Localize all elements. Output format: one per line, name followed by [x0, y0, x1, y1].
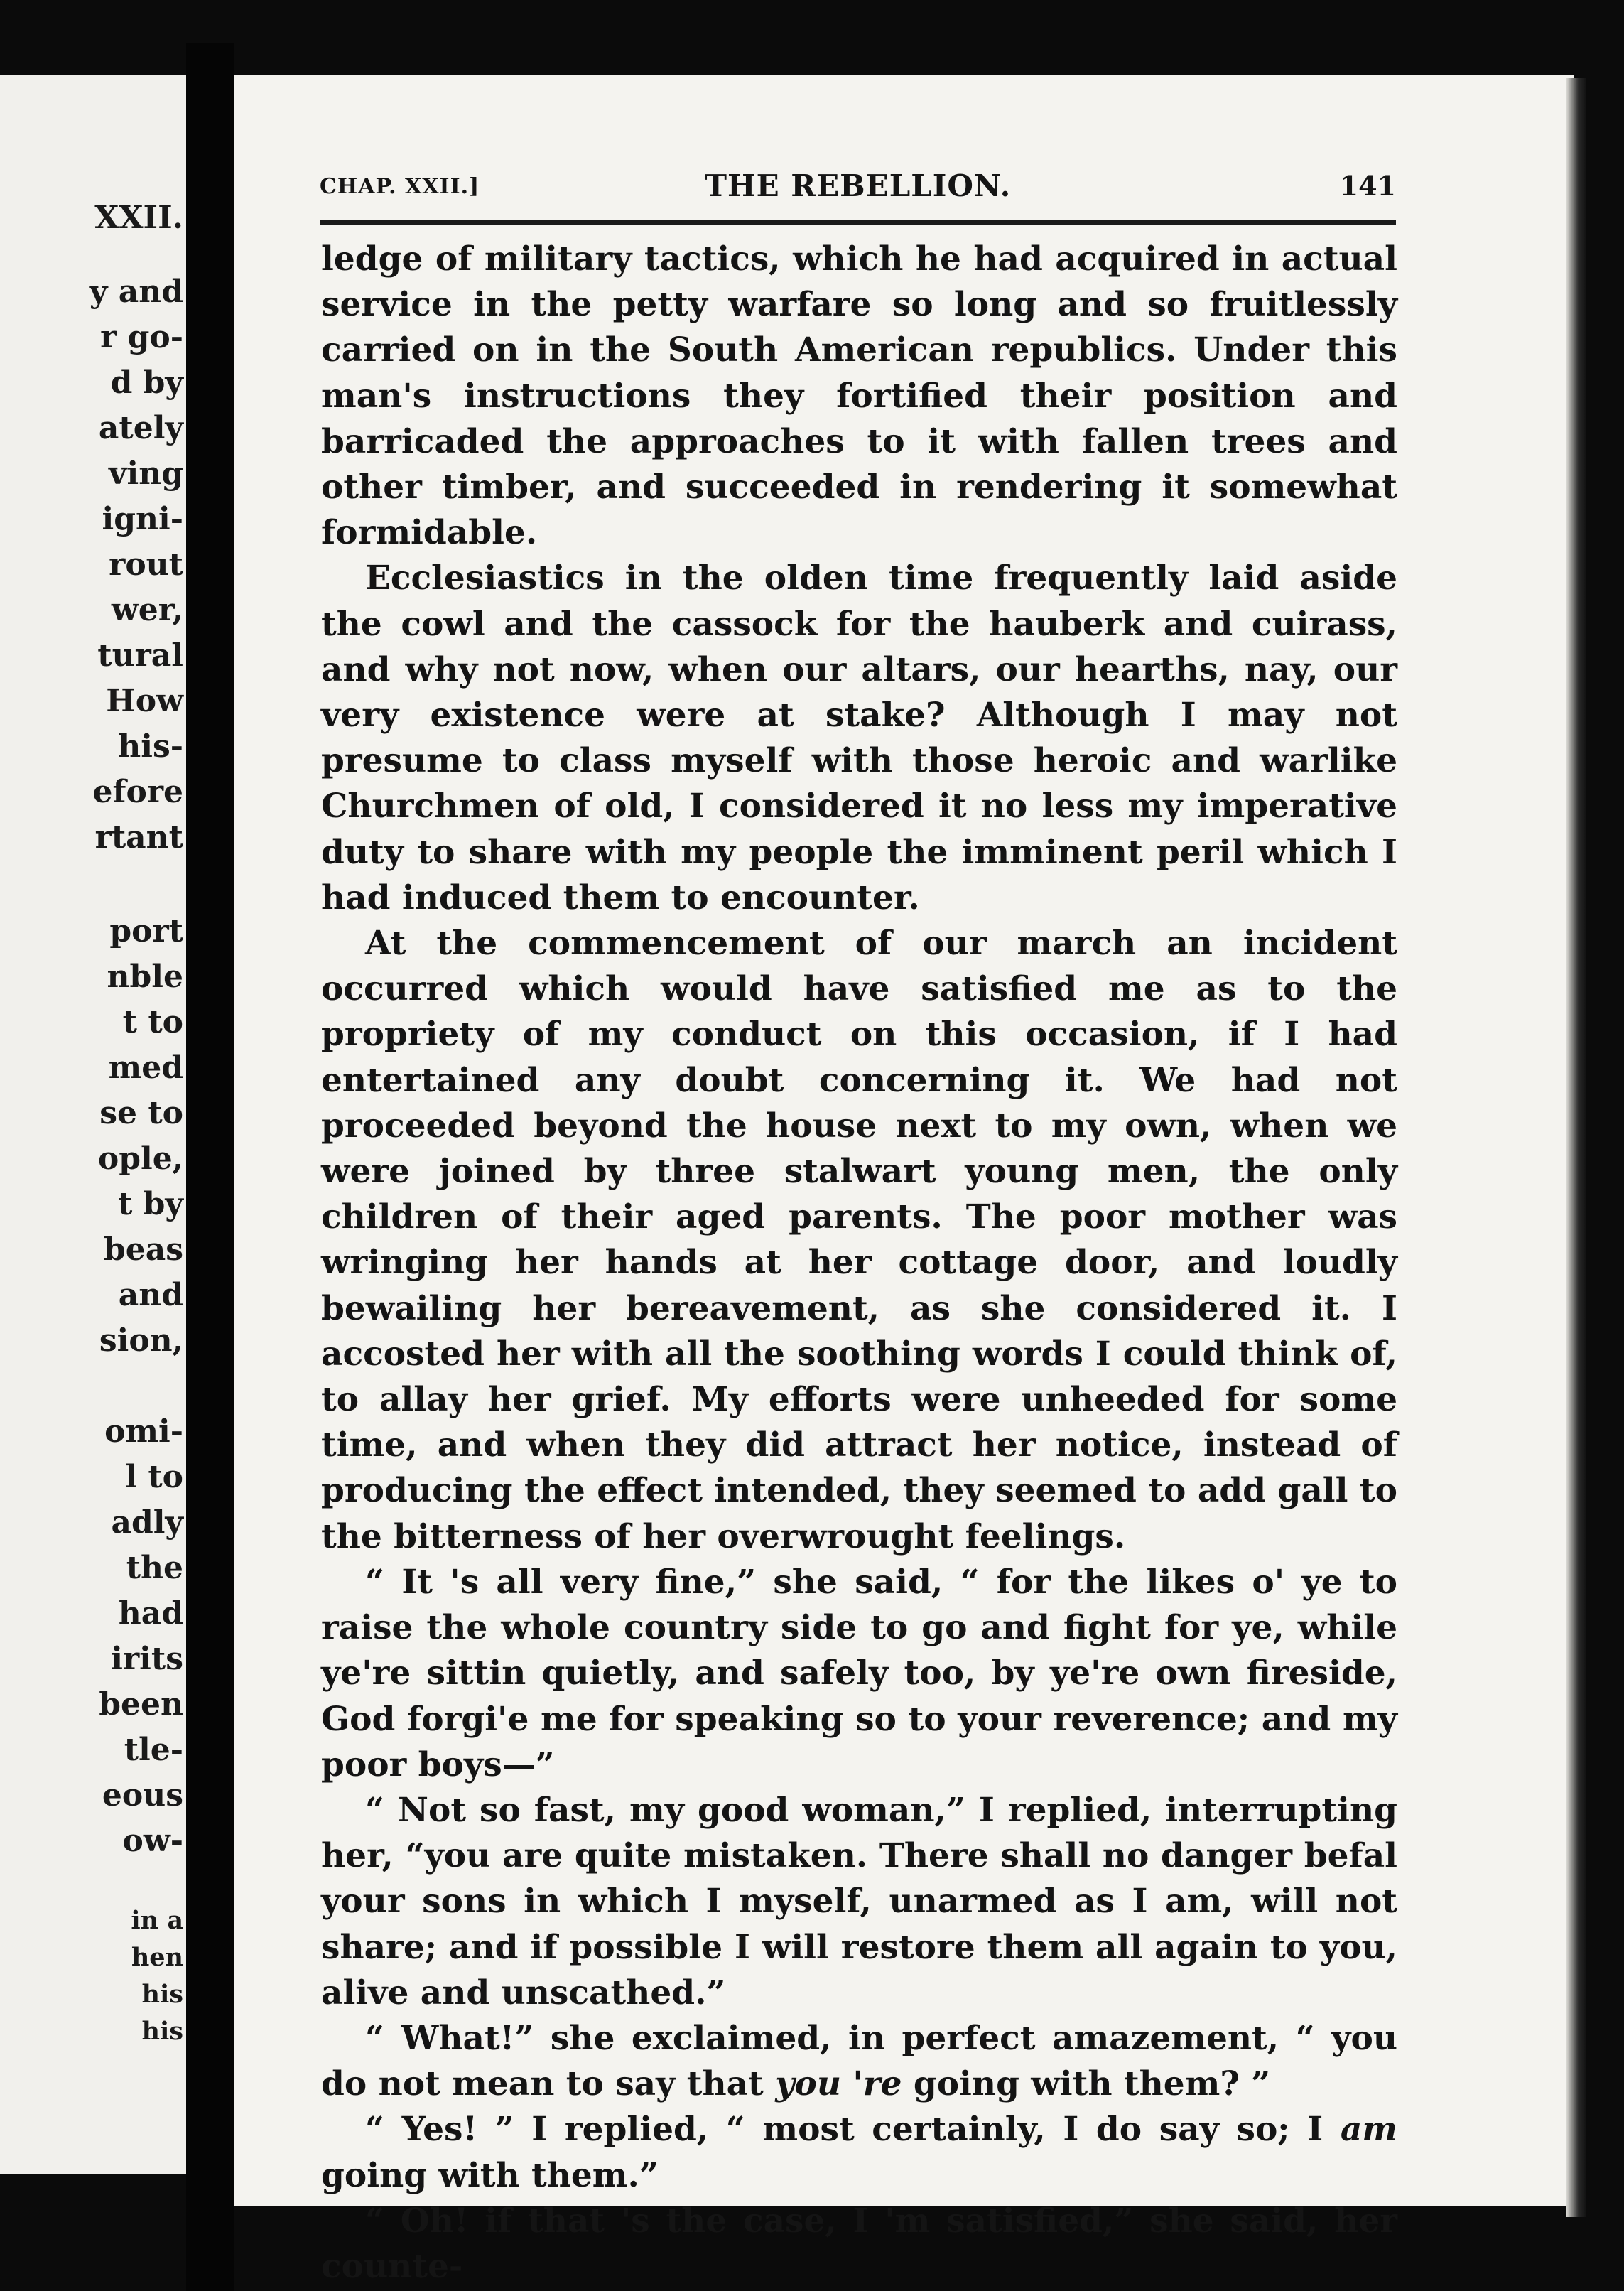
paragraph	[321, 2016, 1397, 2107]
paragraph: At the commencement of our march an incident occurred which would have satisfied me as to the propriety of my conduct on this occasion, if I had entertained any doubt concerning it. We had not proceeded beyond the house next to my own, when we were joined by three stalwart young men, the only children of their aged parents. The poor mother was wringing her hands at her cottage door, and loudly bewailing her bereavement, as she considered it. I accosted her with all the soothing words I could think of, to allay her grief. My efforts were unheeded for some time, and when they did attract her notice, instead of producing the effect intended, they seemed to add gall to the bitterness of her overwrought feelings.	[321, 924, 1397, 1556]
paragraph: “ Not so fast, my good woman,” I replied, interrupting her, “you are quite mistaken. There shall no danger befal your sons in which I myself, unarmed as I am, will not share; and if possible I will restore them all again to you, alive and unscathed.”	[321, 1790, 1397, 2012]
left-page-fragment: y and	[89, 274, 183, 310]
left-page-fragment: the	[126, 1550, 183, 1586]
text-run: “ Yes! ” I replied, “ most certainly, I do say so; I	[365, 2110, 1341, 2150]
left-page-fragment: ately	[98, 410, 183, 446]
body-text	[321, 237, 1397, 2290]
left-page-fragment: eous	[102, 1777, 183, 1813]
left-page-fragment: ving	[108, 455, 183, 492]
left-page-fragment: sion,	[99, 1322, 183, 1359]
left-page-fragment: irits	[111, 1641, 183, 1677]
emphasis: you 're	[775, 2064, 902, 2104]
left-page-fragment: rout	[109, 546, 183, 583]
left-page-fragment: had	[118, 1595, 183, 1632]
text-run: going with them? ”	[902, 2064, 1271, 2104]
left-page-fragment: wer,	[111, 592, 183, 628]
chapter-label: CHAP. XXII.]	[320, 174, 480, 199]
left-page-fragment: his	[141, 1980, 183, 2009]
left-page-fragment: hen	[131, 1943, 183, 1972]
text-run: going with them.”	[321, 2155, 659, 2195]
left-page-fragment: igni-	[102, 501, 183, 537]
left-page-fragment: l to	[125, 1459, 183, 1495]
left-page-fragment: beas	[103, 1231, 183, 1268]
left-page-fragment: ople,	[97, 1141, 183, 1177]
left-page-fragment: t to	[122, 1004, 183, 1040]
page-edge	[1566, 78, 1586, 2217]
left-page-fragment: omi-	[104, 1413, 183, 1450]
left-page	[0, 75, 186, 2174]
paragraph: “ Oh! if that 's the case, I 'm satisfied,” she said, her counte-	[321, 2201, 1397, 2286]
left-page-fragment: nble	[107, 959, 183, 995]
left-page-fragment: XXII.	[94, 200, 183, 236]
left-page-fragment: d by	[110, 365, 183, 401]
page-title: THE REBELLION.	[704, 168, 1012, 203]
book-gutter	[186, 43, 234, 2291]
left-page-fragment: been	[99, 1686, 183, 1723]
right-page	[234, 75, 1574, 2286]
left-page-fragment: med	[108, 1050, 183, 1086]
left-page-fragment: How	[106, 683, 183, 719]
left-page-fragment: t by	[118, 1186, 183, 1222]
left-page-fragment: his-	[118, 728, 183, 765]
left-page-fragment: adly	[111, 1504, 183, 1541]
paragraph: “ It 's all very fine,” she said, “ for the likes o' ye to raise the whole country side to go and fight for ye, while ye're sittin quietly, and safely too, by ye're own fireside, God forgi'e me for speaking so to your reverence; and my poor boys—”	[321, 1562, 1397, 1784]
paragraph: Ecclesiastics in the olden time frequently laid aside the cowl and the cassock for the hauberk and cuirass, and why not now, when our altars, our hearths, nay, our very existence were at stake? Although I may not presume to class myself with those heroic and warlike Churchmen of old, I considered it no less my imperative duty to share with my people the imminent peril which I had induced them to encounter.	[321, 559, 1397, 917]
paragraph	[321, 2107, 1397, 2198]
left-page-fragment: tle-	[124, 1732, 183, 1768]
page-number: 141	[1339, 170, 1396, 202]
left-page-fragment: his	[141, 2017, 183, 2046]
left-page-fragment: in a	[131, 1906, 183, 1935]
left-page-fragment: port	[109, 913, 183, 949]
running-header	[320, 168, 1396, 211]
paragraph: ledge of military tactics, which he had acquired in actual service in the petty warfare so long and so fruitlessly carried on in the South American republics. Under this man's instructions they fortified their position and barricaded the approaches to it with fallen trees and other timber, and succeeded in rendering it somewhat formidable.	[321, 239, 1397, 553]
emphasis: am	[1340, 2110, 1397, 2150]
left-page-fragment: rtant	[94, 819, 183, 856]
left-page-fragment: se to	[99, 1095, 183, 1131]
left-page-fragment: r go-	[100, 319, 183, 355]
left-page-fragment: ow-	[122, 1823, 183, 1859]
text-run: “ What!” she exclaimed, in perfect amazement, “ you do not mean to say that	[321, 2018, 1397, 2104]
header-rule	[320, 220, 1396, 225]
left-page-fragment: efore	[92, 774, 183, 810]
left-page-fragment: tural	[97, 637, 183, 674]
left-page-fragment: and	[118, 1277, 183, 1313]
